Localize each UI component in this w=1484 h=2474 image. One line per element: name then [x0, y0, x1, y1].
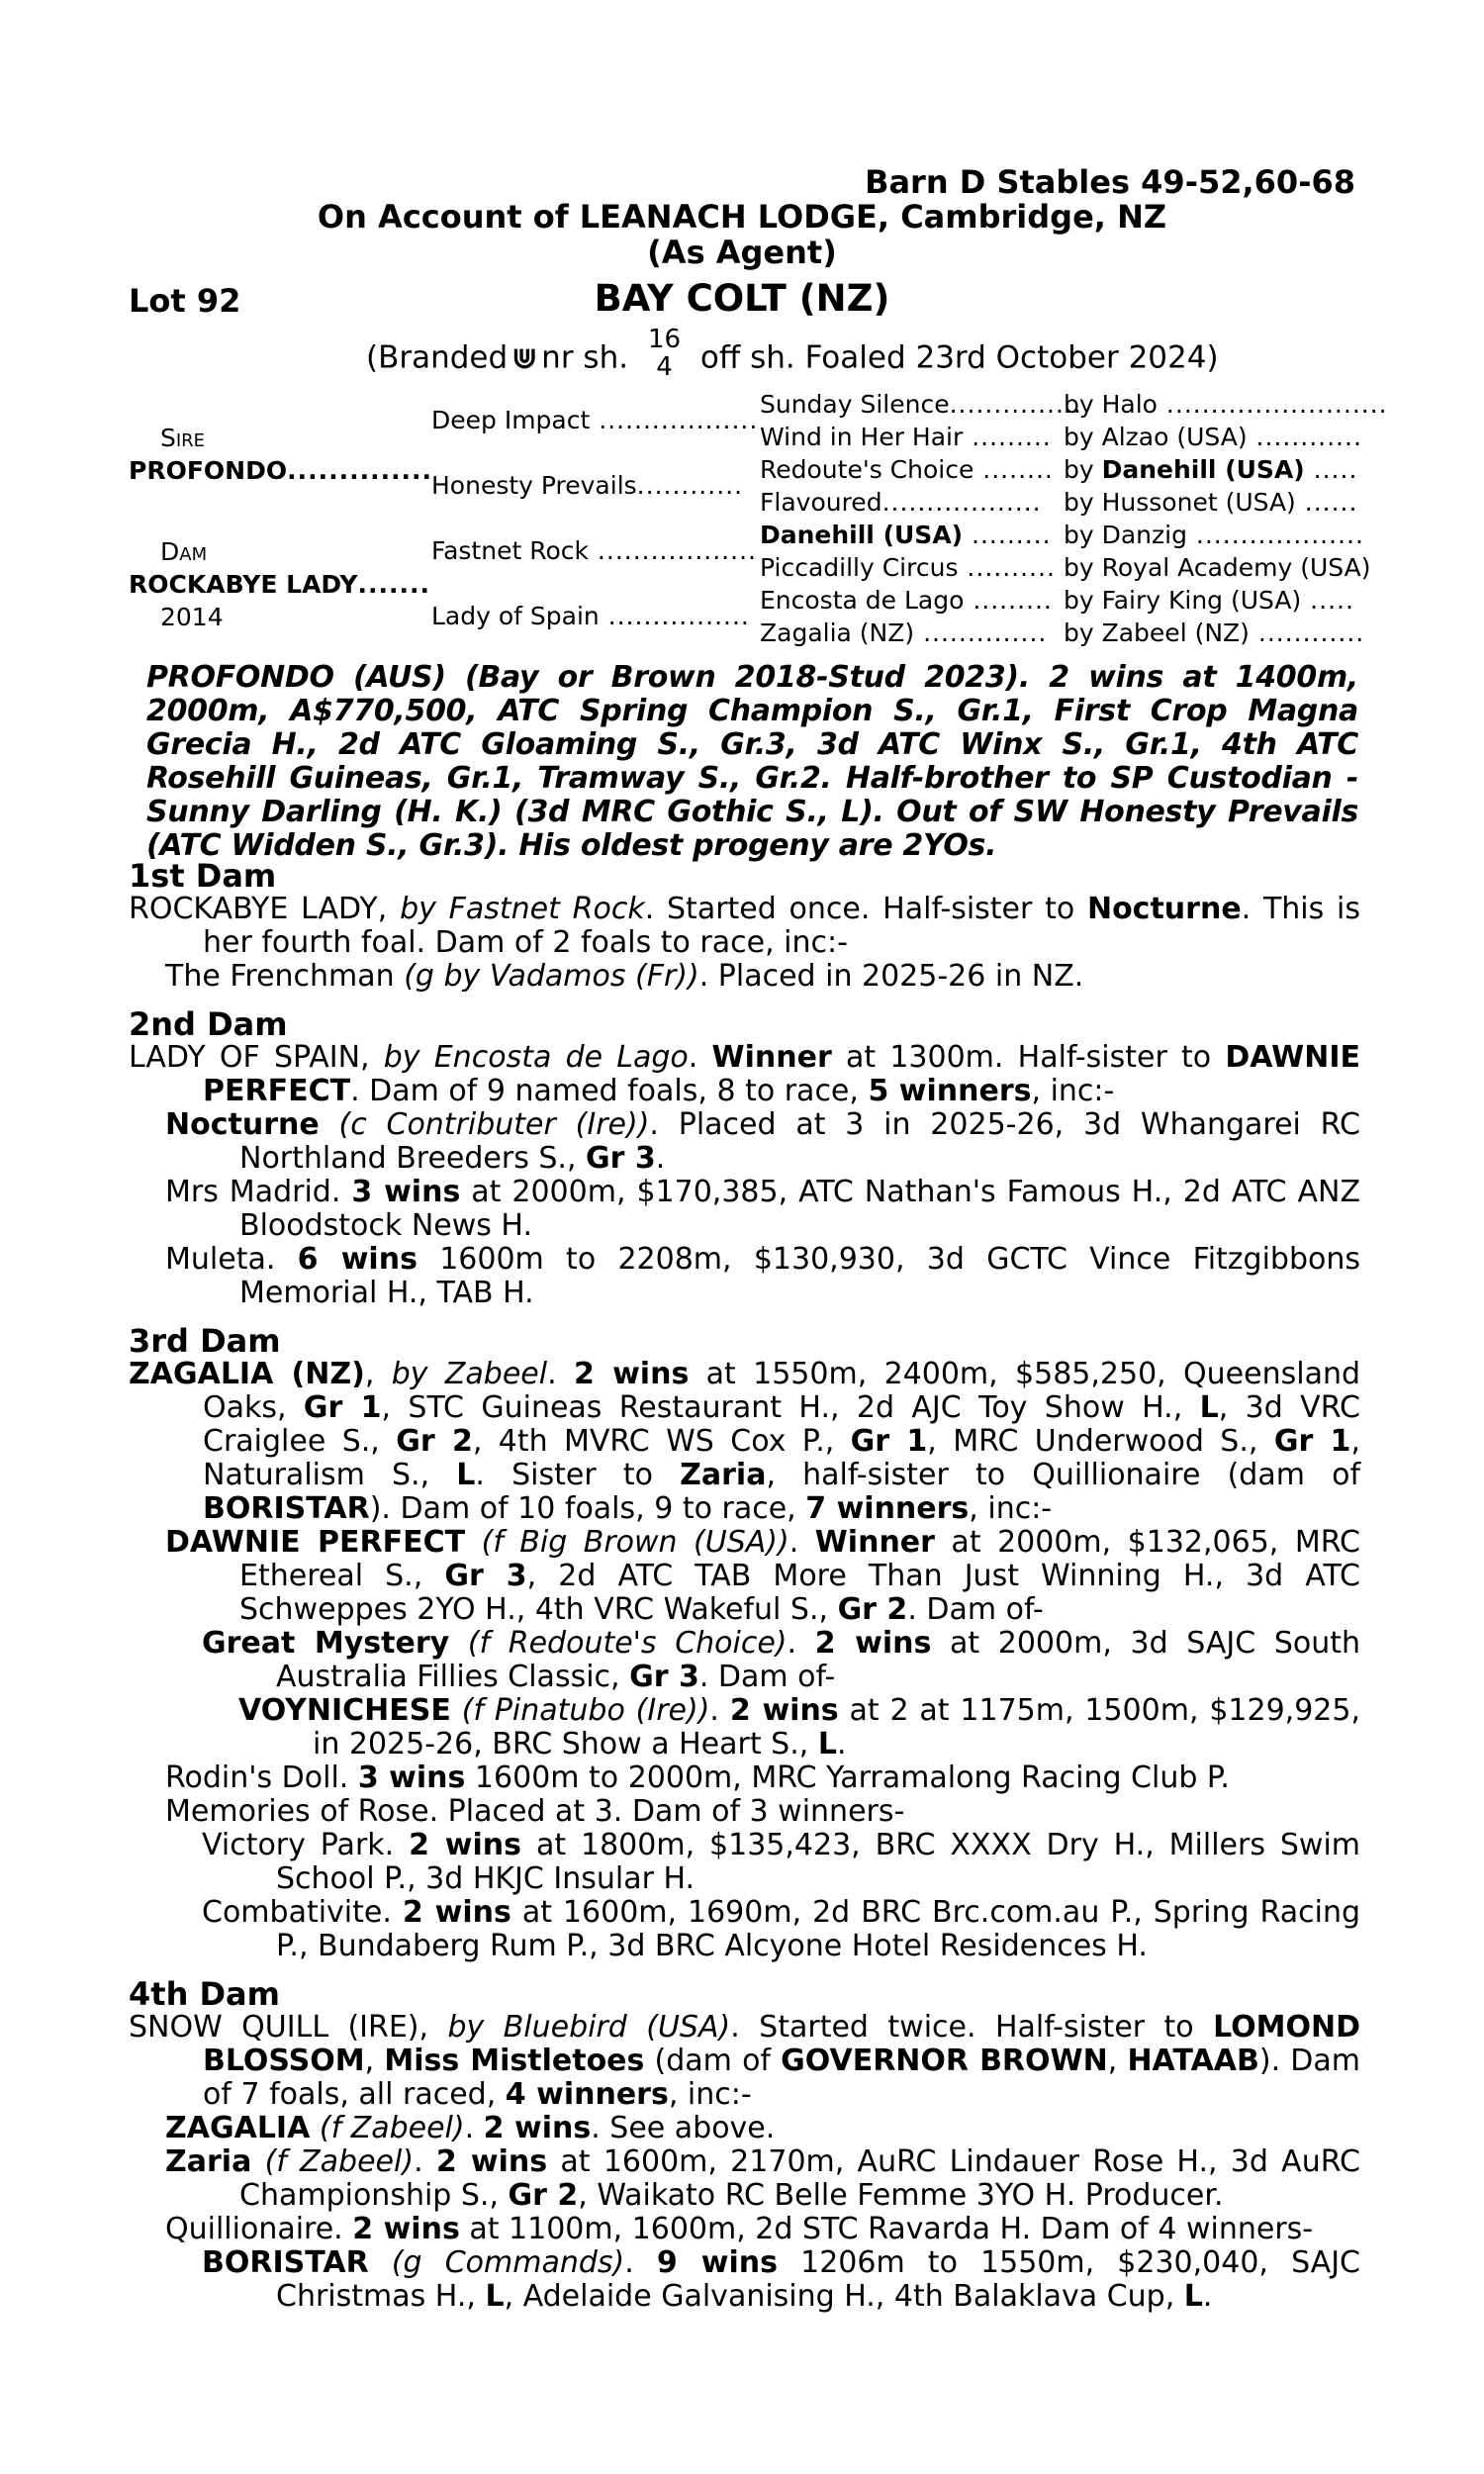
progeny-entry: Quillionaire. 2 wins at 1100m, 1600m, 2d STC Ravarda H. Dam of 4 winners-	[165, 2212, 1314, 2246]
pedigree-g3-7: by Zabeel (NZ) ............	[1064, 618, 1365, 647]
first-dam-heading: 1st Dam	[129, 857, 277, 895]
pedigree-g1-2: Fastnet Rock ..................	[431, 536, 757, 565]
second-dam-entry: LADY OF SPAIN, by Encosta de Lago. Winner at 1300m. Half-sister to DAWNIE PERFECT. Dam of 9 named foals, 8 to race, 5 winners, inc:-	[129, 1040, 1360, 1108]
pedigree-g1-3: Lady of Spain ................	[431, 602, 750, 630]
dam-lines	[129, 859, 1360, 2314]
pedigree-g3-3: by Hussonet (USA) ......	[1064, 488, 1358, 517]
pedigree-g3-5: by Royal Academy (USA)	[1064, 553, 1371, 582]
barn-location: Barn D Stables 49-52,60-68	[865, 163, 1355, 201]
sire-label: Sire	[160, 424, 206, 452]
pedigree-g3-2: by Danehill (USA) .....	[1064, 455, 1358, 484]
progeny-entry: Mrs Madrid. 3 wins at 2000m, $170,385, ATC Nathan's Famous H., 2d ATC ANZ Bloodstock News H.	[165, 1175, 1361, 1243]
third-dam-entry: ZAGALIA (NZ), by Zabeel. 2 wins at 1550m, 2400m, $585,250, Queensland Oaks, Gr 1, STC Guineas Restaurant H., 2d AJC Toy Show H., L, 3d VRC Craiglee S., Gr 2, 4th MVRC WS Cox P., Gr 1, MRC Underwood S., Gr 1, Naturalism S., L. Sister to Zaria, half-sister to Quillionaire (dam of BORISTAR). Dam of 10 foals, 9 to race, 7 winners, inc:-	[129, 1357, 1361, 1526]
dam-year: 2014	[160, 603, 224, 631]
fourth-dam-entry: SNOW QUILL (IRE), by Bluebird (USA). Started twice. Half-sister to LOMOND BLOSSOM, Miss Mistletoes (dam of GOVERNOR BROWN, HATAAB). Dam of 7 foals, all raced, 4 winners, inc:-	[129, 2010, 1360, 2112]
pedigree-g1-0: Deep Impact ..................	[431, 406, 759, 434]
pedigree-g2-0: Sunday Silence...............	[760, 390, 1082, 419]
vendor-account: On Account of LEANACH LODGE, Cambridge, NZ	[317, 198, 1167, 236]
fourth-dam-heading: 4th Dam	[129, 1975, 280, 2013]
pedigree-g1-1: Honesty Prevails............	[431, 471, 744, 500]
pedigree-g3-1: by Alzao (USA) ............	[1064, 423, 1362, 451]
progeny-entry: The Frenchman (g by Vadamos (Fr)). Placed in 2025-26 in NZ.	[165, 959, 1084, 994]
pedigree-g2-7: Zagalia (NZ) ..............	[760, 618, 1048, 647]
pedigree-g3-4: by Danzig ...................	[1064, 521, 1364, 549]
pedigree-g2-1: Wind in Her Hair .........	[760, 423, 1052, 451]
horse-title: BAY COLT (NZ)	[594, 277, 890, 320]
pedigree-g2-4: Danehill (USA) .........	[760, 521, 1052, 549]
sire-name: PROFONDO..............	[129, 456, 433, 485]
agent-note: (As Agent)	[647, 234, 837, 271]
dam-name: ROCKABYE LADY.......	[129, 570, 430, 599]
brand-number: 16 4	[647, 325, 682, 382]
progeny-entry: BORISTAR (g Commands). 9 wins 1206m to 1550m, $230,040, SAJC Christmas H., L, Adelaide Galvanising H., 4th Balaklava Cup, L.	[202, 2245, 1360, 2314]
pedigree-g3-6: by Fairy King (USA) .....	[1064, 586, 1354, 615]
pedigree-g2-3: Flavoured..................	[760, 488, 1042, 517]
progeny-entry: Memories of Rose. Placed at 3. Dam of 3 winners-	[165, 1794, 905, 1829]
dam-label: Dam	[160, 537, 208, 566]
progeny-entry: Nocturne (c Contributer (Ire)). Placed at 3 in 2025-26, 3d Whangarei RC Northland Breeders S., Gr 3.	[165, 1107, 1360, 1176]
second-dam-heading: 2nd Dam	[129, 1005, 288, 1043]
pedigree-g3-0: by Halo .........................	[1064, 390, 1388, 419]
pedigree-g2-5: Piccadilly Circus ..........	[760, 553, 1056, 582]
progeny-entry: ZAGALIA (f Zabeel). 2 wins. See above.	[165, 2111, 776, 2145]
first-dam-entry: ROCKABYE LADY, by Fastnet Rock. Started once. Half-sister to Nocturne. This is her fourth foal. Dam of 2 foals to race, inc:-	[129, 892, 1360, 960]
progeny-entry: VOYNICHESE (f Pinatubo (Ire)). 2 wins at 2 at 1175m, 1500m, $129,925, in 2025-26, BRC Show a Heart S., L.	[238, 1693, 1361, 1761]
progeny-entry: Victory Park. 2 wins at 1800m, $135,423, BRC XXXX Dry H., Millers Swim School P., 3d HKJC Insular H.	[202, 1828, 1361, 1896]
lot-number: Lot 92	[129, 282, 241, 320]
progeny-entry: Great Mystery (f Redoute's Choice). 2 wins at 2000m, 3d SAJC South Australia Fillies Classic, Gr 3. Dam of-	[202, 1626, 1361, 1694]
pedigree-g2-6: Encosta de Lago .........	[760, 586, 1053, 615]
progeny-entry: Muleta. 6 wins 1600m to 2208m, $130,930, 3d GCTC Vince Fitzgibbons Memorial H., TAB H.	[165, 1242, 1360, 1310]
progeny-entry: DAWNIE PERFECT (f Big Brown (USA)). Winner at 2000m, $132,065, MRC Ethereal S., Gr 3, 2d ATC TAB More Than Just Winning H., 3d ATC Schweppes 2YO H., 4th VRC Wakeful S., Gr 2. Dam of-	[165, 1525, 1360, 1627]
brand-mark-icon: ⋓	[511, 339, 538, 376]
pedigree-g2-2: Redoute's Choice ........	[760, 455, 1054, 484]
progeny-entry: Rodin's Doll. 3 wins 1600m to 2000m, MRC Yarramalong Racing Club P.	[165, 1760, 1230, 1795]
brand-line: (Branded ⋓ nr sh. 16 4 off sh. Foaled 23rd October 2024)	[366, 325, 1219, 382]
progeny-entry: Combativite. 2 wins at 1600m, 1690m, 2d BRC Brc.com.au P., Spring Racing P., Bundaberg Rum P., 3d BRC Alcyone Hotel Residences H.	[202, 1895, 1360, 1963]
progeny-entry: Zaria (f Zabeel). 2 wins at 1600m, 2170m, AuRC Lindauer Rose H., 3d AuRC Championship S., Gr 2, Waikato RC Belle Femme 3YO H. Producer.	[165, 2144, 1361, 2213]
third-dam-heading: 3rd Dam	[129, 1322, 281, 1360]
sire-summary: PROFONDO (AUS) (Bay or Brown 2018-Stud 2023). 2 wins at 1400m, 2000m, A$770,500, ATC Spring Champion S., Gr.1, First Crop Magna Grecia H., 2d ATC Gloaming S., Gr.3, 3d ATC Winx S., Gr.1, 4th ATC Rosehill Guineas, Gr.1, Tramway S., Gr.2. Half-brother to SP Custodian - Sunny Darling (H. K.) (3d MRC Gothic S., L). Out of SW Honesty Prevails (ATC Widden S., Gr.3). His oldest progeny are 2YOs.	[146, 660, 1358, 863]
